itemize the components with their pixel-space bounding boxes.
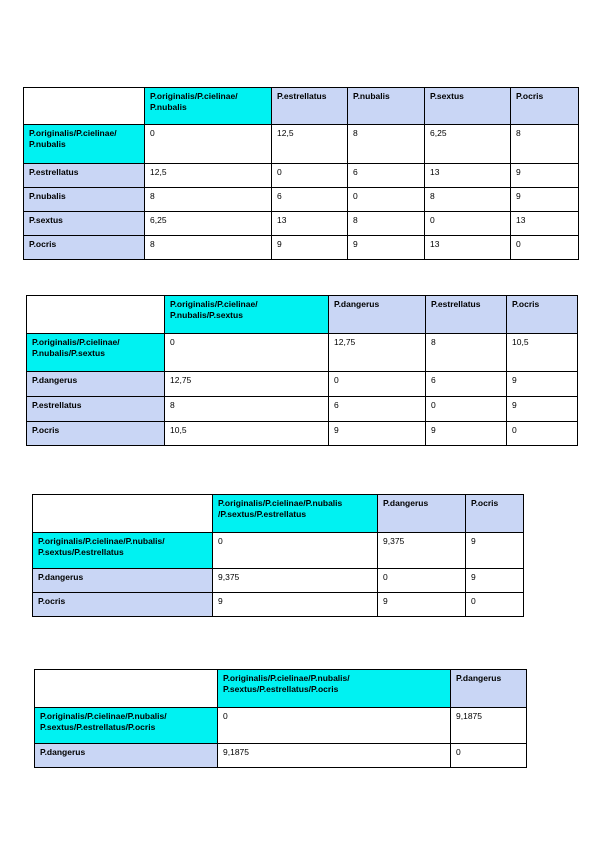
corner-cell (33, 495, 213, 533)
matrix-cell: 0 (466, 593, 524, 617)
column-header: P.dangerus (329, 296, 426, 334)
corner-cell (35, 670, 218, 708)
column-header: P.originalis/P.cielinae/P.nubalis /P.sextus/P.estrellatus (213, 495, 378, 533)
matrix-cell: 8 (348, 125, 425, 164)
column-header: P.ocris (507, 296, 578, 334)
column-header: P.originalis/P.cielinae/P.nubalis/ P.sextus/P.estrellatus/P.ocris (218, 670, 451, 708)
matrix-cell: 0 (451, 744, 527, 768)
matrix-cell: 6 (329, 397, 426, 422)
distance-matrix-4 (34, 669, 527, 768)
matrix-cell: 9 (378, 593, 466, 617)
row-header: P.ocris (24, 236, 145, 260)
column-header: P.originalis/P.cielinae/ P.nubalis (145, 88, 272, 125)
matrix-cell: 9 (329, 422, 426, 446)
row-header: P.originalis/P.cielinae/P.nubalis/ P.sextus/P.estrellatus (33, 533, 213, 569)
matrix-cell: 8 (425, 188, 511, 212)
matrix-cell: 12,5 (272, 125, 348, 164)
column-header: P.ocris (511, 88, 579, 125)
row-header: P.estrellatus (27, 397, 165, 422)
matrix-cell: 9,1875 (451, 708, 527, 744)
row-header: P.sextus (24, 212, 145, 236)
matrix-cell: 12,75 (165, 372, 329, 397)
column-header: P.estrellatus (426, 296, 507, 334)
matrix-cell: 9 (348, 236, 425, 260)
matrix-cell: 8 (145, 188, 272, 212)
row-header: P.nubalis (24, 188, 145, 212)
matrix-cell: 6,25 (425, 125, 511, 164)
matrix-cell: 8 (426, 334, 507, 372)
matrix-cell: 6 (348, 164, 425, 188)
matrix-cell: 0 (218, 708, 451, 744)
matrix-cell: 0 (165, 334, 329, 372)
matrix-cell: 0 (329, 372, 426, 397)
matrix-cell: 9 (507, 372, 578, 397)
matrix-cell: 0 (507, 422, 578, 446)
row-header: P.dangerus (27, 372, 165, 397)
row-header: P.dangerus (33, 569, 213, 593)
matrix-cell: 0 (145, 125, 272, 164)
corner-cell (24, 88, 145, 125)
matrix-cell: 0 (348, 188, 425, 212)
matrix-cell: 0 (425, 212, 511, 236)
matrix-cell: 13 (511, 212, 579, 236)
distance-matrix-3 (32, 494, 524, 617)
column-header: P.sextus (425, 88, 511, 125)
matrix-cell: 9 (466, 533, 524, 569)
row-header: P.estrellatus (24, 164, 145, 188)
row-header: P.ocris (33, 593, 213, 617)
matrix-cell: 12,5 (145, 164, 272, 188)
matrix-cell: 8 (511, 125, 579, 164)
row-header: P.ocris (27, 422, 165, 446)
column-header: P.ocris (466, 495, 524, 533)
matrix-cell: 9,375 (213, 569, 378, 593)
matrix-cell: 0 (511, 236, 579, 260)
matrix-cell: 12,75 (329, 334, 426, 372)
column-header: P.nubalis (348, 88, 425, 125)
matrix-cell: 0 (272, 164, 348, 188)
column-header: P.dangerus (451, 670, 527, 708)
corner-cell (27, 296, 165, 334)
matrix-cell: 9 (466, 569, 524, 593)
matrix-cell: 13 (425, 164, 511, 188)
matrix-cell: 9 (426, 422, 507, 446)
matrix-cell: 8 (348, 212, 425, 236)
matrix-cell: 13 (425, 236, 511, 260)
row-header: P.originalis/P.cielinae/ P.nubalis (24, 125, 145, 164)
row-header: P.dangerus (35, 744, 218, 768)
matrix-cell: 9,375 (378, 533, 466, 569)
matrix-cell: 9 (272, 236, 348, 260)
matrix-cell: 9 (213, 593, 378, 617)
column-header: P.originalis/P.cielinae/ P.nubalis/P.sextus (165, 296, 329, 334)
matrix-cell: 0 (378, 569, 466, 593)
matrix-cell: 9,1875 (218, 744, 451, 768)
matrix-cell: 8 (145, 236, 272, 260)
matrix-cell: 10,5 (165, 422, 329, 446)
matrix-cell: 0 (426, 397, 507, 422)
row-header: P.originalis/P.cielinae/P.nubalis/ P.sextus/P.estrellatus/P.ocris (35, 708, 218, 744)
distance-matrix-2 (26, 295, 578, 446)
matrix-cell: 6,25 (145, 212, 272, 236)
matrix-cell: 6 (426, 372, 507, 397)
column-header: P.estrellatus (272, 88, 348, 125)
matrix-cell: 8 (165, 397, 329, 422)
matrix-cell: 0 (213, 533, 378, 569)
matrix-cell: 6 (272, 188, 348, 212)
matrix-cell: 13 (272, 212, 348, 236)
column-header: P.dangerus (378, 495, 466, 533)
matrix-cell: 9 (511, 188, 579, 212)
matrix-cell: 10,5 (507, 334, 578, 372)
matrix-cell: 9 (511, 164, 579, 188)
row-header: P.originalis/P.cielinae/ P.nubalis/P.sextus (27, 334, 165, 372)
distance-matrix-1 (23, 87, 579, 260)
matrix-cell: 9 (507, 397, 578, 422)
